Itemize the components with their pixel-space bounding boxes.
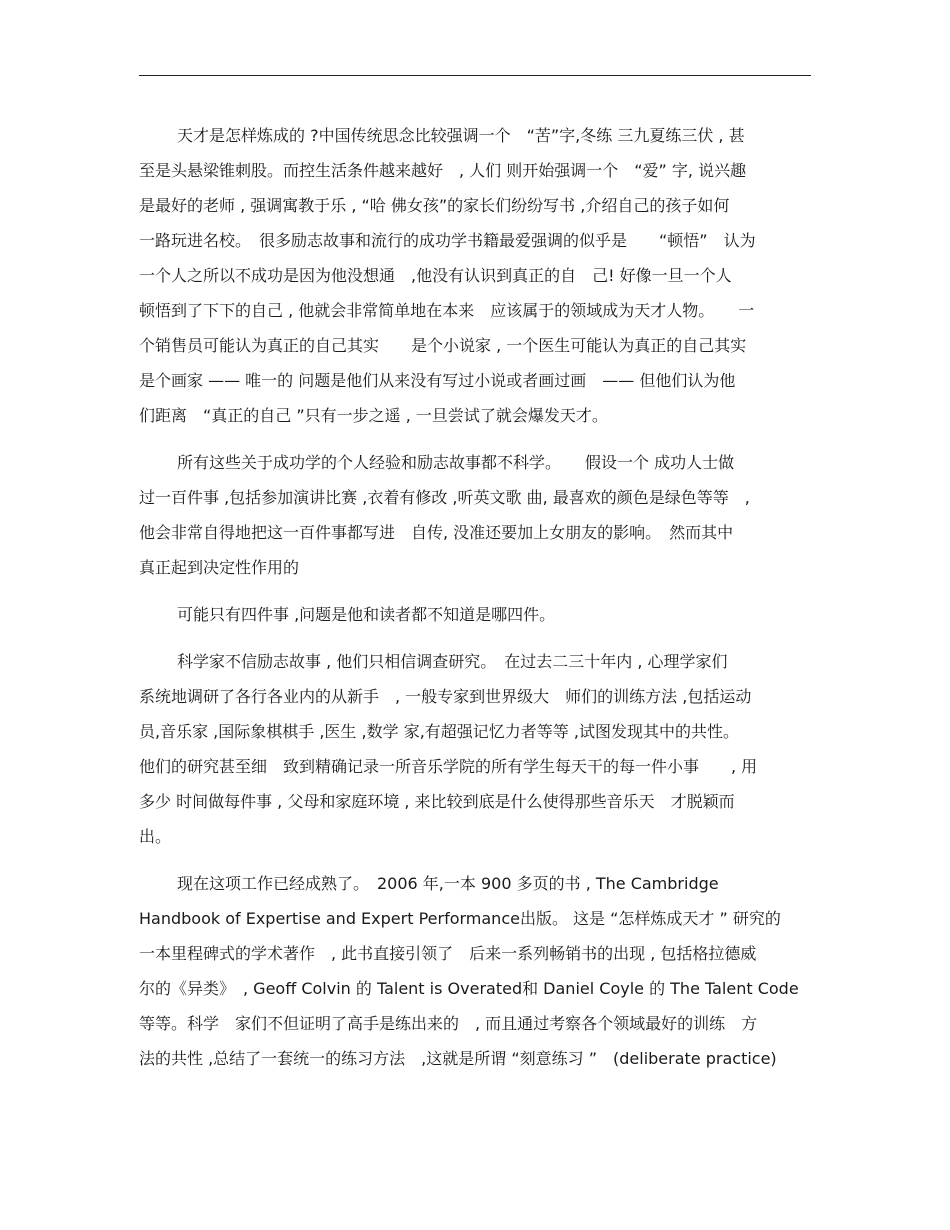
text-line: 真正起到决定性作用的 (139, 558, 300, 577)
text-line: 所有这些关于成功学的个人经验和励志故事都不科学。 假设一个 成功人士做 (177, 453, 735, 472)
paragraph-5 (139, 866, 811, 1076)
text-line: 法的共性 ,总结了一套统一的练习方法 ,这就是所谓 “刻意练习 ” (deliberate practice) (139, 1049, 777, 1068)
text-line: 等等。科学 家们不但证明了高手是练出来的 , 而且通过考察各个领域最好的训练 方 (139, 1014, 758, 1033)
paragraph-2 (139, 445, 811, 585)
text-line: 过一百件事 ,包括参加演讲比赛 ,衣着有修改 ,听英文歌 曲, 最喜欢的颜色是绿色等等 , (139, 488, 750, 507)
text-line: Handbook of Expertise and Expert Performance出版。 这是 “怎样炼成天才 ” 研究的 (139, 909, 781, 928)
text-line: 是最好的老师 , 强调寓教于乐 , “哈 佛女孩”的家长们纷纷写书 ,介绍自己的孩子如何 (139, 196, 730, 215)
text-line: 一路玩进名校。 很多励志故事和流行的成功学书籍最爱强调的似乎是 “顿悟” 认为 (139, 231, 756, 250)
text-line: 们距离 “真正的自己 ”只有一步之遥 , 一旦尝试了就会爆发天才。 (139, 406, 608, 425)
paragraph-4 (139, 644, 811, 854)
text-line: 一本里程碑式的学术著作 , 此书直接引领了 后来一系列畅销书的出现 , 包括格拉德威 (139, 944, 757, 963)
text-line: 出。 (139, 827, 172, 846)
text-line: 可能只有四件事 ,问题是他和读者都不知道是哪四件。 (177, 605, 556, 624)
paragraph-3 (139, 597, 811, 632)
text-line: 他们的研究甚至细 致到精确记录一所音乐学院的所有学生每天干的每一件小事 , 用 (139, 757, 758, 776)
document-body (139, 118, 811, 1076)
text-line: 是个画家 —— 唯一的 问题是他们从来没有写过小说或者画过画 —— 但他们认为他 (139, 371, 736, 390)
text-line: 顿悟到了下下的自己 , 他就会非常简单地在本来 应该属于的领域成为天才人物。 一 (139, 301, 755, 320)
text-line: 一个人之所以不成功是因为他没想通 ,他没有认识到真正的自 己! 好像一旦一个人 (139, 266, 732, 285)
text-line: 科学家不信励志故事 , 他们只相信调查研究。 在过去二三十年内 , 心理学家们 (177, 652, 728, 671)
text-line: 现在这项工作已经成熟了。 2006 年,一本 900 多页的书 , The Cambridge (177, 874, 719, 893)
text-line: 员,音乐家 ,国际象棋棋手 ,医生 ,数学 家,有超强记忆力者等等 ,试图发现其中的共性。 (139, 722, 739, 741)
text-line: 他会非常自得地把这一百件事都写进 自传, 没准还要加上女朋友的影响。 然而其中 (139, 523, 734, 542)
header-rule (139, 75, 811, 76)
text-line: 系统地调研了各行各业内的从新手 , 一般专家到世界级大 师们的训练方法 ,包括运动 (139, 687, 752, 706)
text-line: 至是头悬梁锥刺股。而控生活条件越来越好 , 人们 则开始强调一个 “爱” 字, 说兴趣 (139, 161, 747, 180)
paragraph-1 (139, 118, 811, 433)
text-line: 个销售员可能认为真正的自己其实 是个小说家 , 一个医生可能认为真正的自己其实 (139, 336, 747, 355)
text-line: 天才是怎样炼成的 ?中国传统思念比较强调一个 “苦”字,冬练 三九夏练三伏 , 甚 (177, 126, 745, 145)
text-line: 尔的《异类》 , Geoff Colvin 的 Talent is Overated和 Daniel Coyle 的 The Talent Code (139, 979, 799, 998)
text-line: 多少 时间做每件事 , 父母和家庭环境 , 来比较到底是什么使得那些音乐天 才脱颖而 (139, 792, 735, 811)
